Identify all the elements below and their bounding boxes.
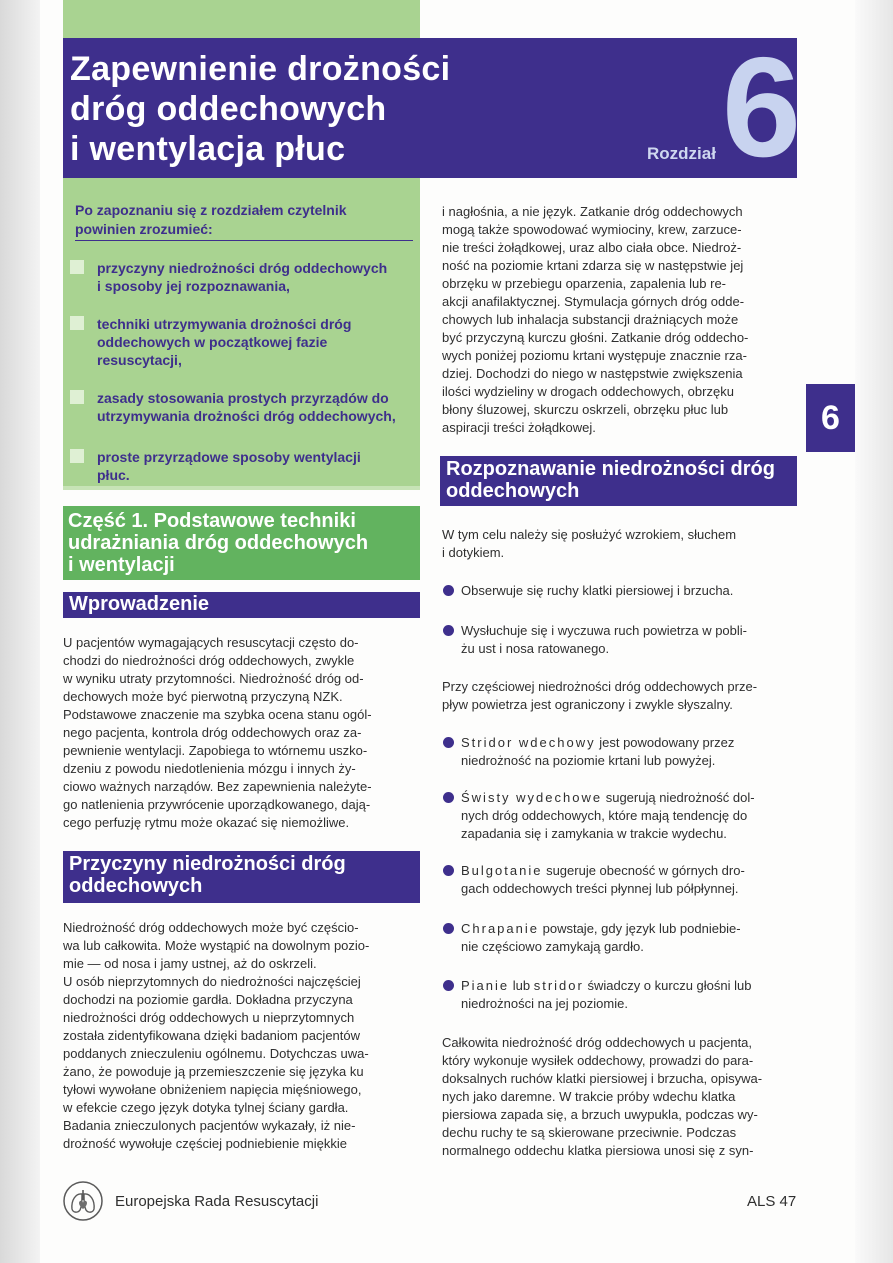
square-bullet-icon (70, 316, 84, 330)
text-line: nego pacjenta, kontrola dróg oddechowych oraz za- (63, 725, 362, 740)
bullet-text: lub (509, 978, 534, 993)
bullet-text: powstaje, gdy język lub podniebie- (539, 921, 741, 936)
bullet-text: jest powodowany przez (595, 735, 735, 750)
round-bullet-icon (443, 923, 454, 934)
text-line: poddanych znieczuleniu ogólnemu. Dotychczas uwa- (63, 1046, 369, 1061)
chapter-title (70, 49, 450, 169)
round-bullet-icon (443, 865, 454, 876)
goals-divider (75, 240, 413, 241)
text-line: ilości wydzieliny w drogach oddechowych, obrzęku (442, 384, 734, 399)
text-line: nych jako daremne. W trakcie próby wdechu klatka (442, 1089, 736, 1104)
text-line: Całkowita niedrożność dróg oddechowych u pacjenta, (442, 1035, 753, 1050)
round-bullet-icon (443, 625, 454, 636)
term: stridor (533, 978, 584, 993)
bullet-text: sugeruje obecność w górnych dro- (542, 863, 745, 878)
section-heading-recognition (440, 456, 797, 506)
text-line: drożność wywołuje częściej podniebienie miękkie (63, 1136, 347, 1151)
text-line: i dotykiem. (442, 545, 505, 560)
chapter-title-line: Zapewnienie drożności (70, 50, 451, 88)
complete-obstruction-paragraph (442, 1034, 797, 1160)
goal-line: zasady stosowania prostych przyrządów do (97, 390, 389, 406)
text-line: nie treści żołądkowej, uraz albo ciała obce. Niedroż- (442, 240, 742, 255)
causes-paragraph (63, 919, 420, 1153)
bullet-line: Obserwuje się ruchy klatki piersiowej i brzucha. (461, 583, 734, 598)
goal-line: utrzymywania drożności dróg oddechowych, (97, 408, 396, 424)
bullet-text: świadczy o kurczu głośni lub (583, 978, 752, 993)
text-line: który wykonuje wysiłek oddechowy, prowadzi do para- (442, 1053, 754, 1068)
square-bullet-icon (70, 260, 84, 274)
bullet-line: zapadania się i zamykania w trakcie wydechu. (461, 826, 727, 841)
text-line: U pacjentów wymagających resuscytacji często do- (63, 635, 359, 650)
heading-line: Przyczyny niedrożności dróg (69, 853, 346, 875)
text-line: go natlenienia przywrócenie uporządkowanego, dają- (63, 797, 371, 812)
round-bullet-icon (443, 792, 454, 803)
text-line: ność na poziomie krtani zdarza się w następstwie jej (442, 258, 744, 273)
text-line: mogą także spowodować wymiociny, krew, zarzuce- (442, 222, 742, 237)
section-heading-causes (63, 851, 420, 903)
footer-publisher: Europejska Rada Resuscytacji (115, 1193, 319, 1210)
bullet-line: gach oddechowych treści płynnej lub półpłynnej. (461, 881, 739, 896)
text-line: i nagłośnia, a nie język. Zatkanie dróg oddechowych (442, 204, 743, 219)
goal-line: i sposoby jej rozpoznawania, (97, 278, 290, 294)
goal-line: przyczyny niedrożności dróg oddechowych (97, 260, 388, 276)
footer-page-number: ALS 47 (747, 1193, 797, 1210)
green-top-band (63, 0, 420, 38)
text-line: być przyczyną kurczu głośni. Zatkanie dróg oddecho- (442, 330, 749, 345)
text-line: niedrożności dróg oddechowych u nieprzytomnych (63, 1010, 355, 1025)
text-line: cego perfuzję rytmu może okazać się niemożliwe. (63, 815, 350, 830)
heading-line: oddechowych (69, 875, 203, 897)
recognition-intro (442, 526, 797, 562)
text-line: W tym celu należy się posłużyć wzrokiem, słuchem (442, 527, 737, 542)
heart-lungs-logo-icon (62, 1180, 104, 1222)
part-heading (68, 510, 413, 576)
bullet-line: niedrożność na poziomie krtani lub powyżej. (461, 753, 716, 768)
text-line: żano, że powoduje ją przemieszczenie się języka ku (63, 1064, 364, 1079)
text-line: błony śluzowej, skurczu oskrzeli, obrzęku płuc lub (442, 402, 729, 417)
text-line: chodzi do niedrożności dróg oddechowych, zwykle (63, 653, 355, 668)
text-line: ciowo ważnych narządów. Bez zapewnienia należyte- (63, 779, 372, 794)
text-line: akcji anafilaktycznej. Stymulacja górnych dróg odde- (442, 294, 745, 309)
goal-line: resuscytacji, (97, 352, 182, 368)
text-line: pewnienie wentylacji. Zapobiega to wtórnemu uszko- (63, 743, 368, 758)
term: Świsty wydechowe (461, 790, 603, 805)
page-edge-shadow-right (855, 0, 893, 1263)
text-line: pływ powietrza jest ograniczony i zwykle słyszalny. (442, 697, 733, 712)
section-heading-introduction: Wprowadzenie (63, 592, 420, 618)
bullet-line: niedrożności na jej poziomie. (461, 996, 628, 1011)
text-line: tyłowi wywołane obniżeniem napięcia mięśniowego, (63, 1082, 362, 1097)
term: Bulgotanie (461, 863, 543, 878)
causes-continued-paragraph (442, 203, 797, 437)
text-line: wa lub całkowita. Może wystąpić na dowolnym pozio- (63, 938, 370, 953)
chapter-title-line: i wentylacja płuc (70, 130, 346, 168)
text-line: obrzęku w przebiegu oparzenia, zapalenia lub re- (442, 276, 727, 291)
partial-obstruction-paragraph (442, 678, 797, 714)
term: Chrapanie (461, 921, 539, 936)
chapter-label: Rozdział (647, 144, 716, 163)
chapter-title-line: dróg oddechowych (70, 90, 387, 128)
goals-heading-line: powinien zrozumieć: (75, 221, 213, 237)
term: Pianie (461, 978, 510, 993)
text-line: dzeniu z powodu niedotlenienia mózgu i innych ży- (63, 761, 356, 776)
text-line: w efekcie czego język dotyka tylnej ściany gardła. (63, 1100, 349, 1115)
text-line: Podstawowe znaczenie ma szybka ocena stanu ogól- (63, 707, 372, 722)
goals-heading-line: Po zapoznaniu się z rozdziałem czytelnik (75, 202, 347, 218)
bullet-line: nie częściowo zamykają gardło. (461, 939, 644, 954)
text-line: normalnego oddechu klatka piersiowa unosi się z syn- (442, 1143, 754, 1158)
text-line: chowych lub inhalacja substancji drażniących może (442, 312, 739, 327)
round-bullet-icon (443, 585, 454, 596)
text-line: aspiracji treści żołądkowej. (442, 420, 596, 435)
part-heading-line: udrażniania dróg oddechowych (68, 532, 369, 554)
text-line: wych poniżej poziomu krtani występuje znacznie rza- (442, 348, 747, 363)
part-heading-line: i wentylacji (68, 554, 175, 576)
page-edge-shadow-left (0, 0, 40, 1263)
heading-line: oddechowych (446, 480, 580, 502)
goal-line: oddechowych w początkowej fazie (97, 334, 328, 350)
text-line: dechowych może być pierwotną przyczyną NZK. (63, 689, 343, 704)
learning-goals-heading (75, 201, 415, 239)
bullet-line: Wysłuchuje się i wyczuwa ruch powietrza w pobli- (461, 623, 747, 638)
term: Stridor wdechowy (461, 735, 596, 750)
part-heading-line: Część 1. Podstawowe techniki (68, 510, 356, 532)
introduction-paragraph (63, 634, 420, 832)
text-line: w wyniku utraty przytomności. Niedrożność dróg od- (63, 671, 364, 686)
text-line: Badania znieczulonych pacjentów wykazały, iż nie- (63, 1118, 356, 1133)
round-bullet-icon (443, 980, 454, 991)
bullet-text: sugerują niedrożność dol- (602, 790, 755, 805)
goal-line: proste przyrządowe sposoby wentylacji (97, 449, 361, 465)
side-chapter-tab: 6 (806, 384, 855, 452)
text-line: została zidentyfikowana dzięki badaniom pacjentów (63, 1028, 361, 1043)
round-bullet-icon (443, 737, 454, 748)
text-line: dziej. Dochodzi do niego w następstwie zwiększenia (442, 366, 743, 381)
text-line: dechu ruchy te są skierowane przeciwnie. Podczas (442, 1125, 737, 1140)
square-bullet-icon (70, 390, 84, 404)
text-line: Niedrożność dróg oddechowych może być częścio- (63, 920, 359, 935)
heading-line: Rozpoznawanie niedrożności dróg (446, 458, 775, 480)
bullet-line: nych dróg oddechowych, które mają tendencję do (461, 808, 748, 823)
text-line: dochodzi na poziomie gardła. Dokładna przyczyna (63, 992, 353, 1007)
goal-line: techniki utrzymywania drożności dróg (97, 316, 352, 332)
goal-line: płuc. (97, 467, 130, 483)
text-line: Przy częściowej niedrożności dróg oddechowych prze- (442, 679, 758, 694)
chapter-number: 6 (722, 28, 801, 187)
text-line: doksalnych ruchów klatki piersiowej i brzucha, opisywa- (442, 1071, 763, 1086)
text-line: piersiowa zapada się, a brzuch uwypukla, podczas wy- (442, 1107, 758, 1122)
square-bullet-icon (70, 449, 84, 463)
goals-panel-edge (63, 486, 420, 490)
text-line: U osób nieprzytomnych do niedrożności najczęściej (63, 974, 361, 989)
bullet-line: żu ust i nosa ratowanego. (461, 641, 610, 656)
text-line: mie — od nosa i jamy ustnej, aż do oskrzeli. (63, 956, 317, 971)
